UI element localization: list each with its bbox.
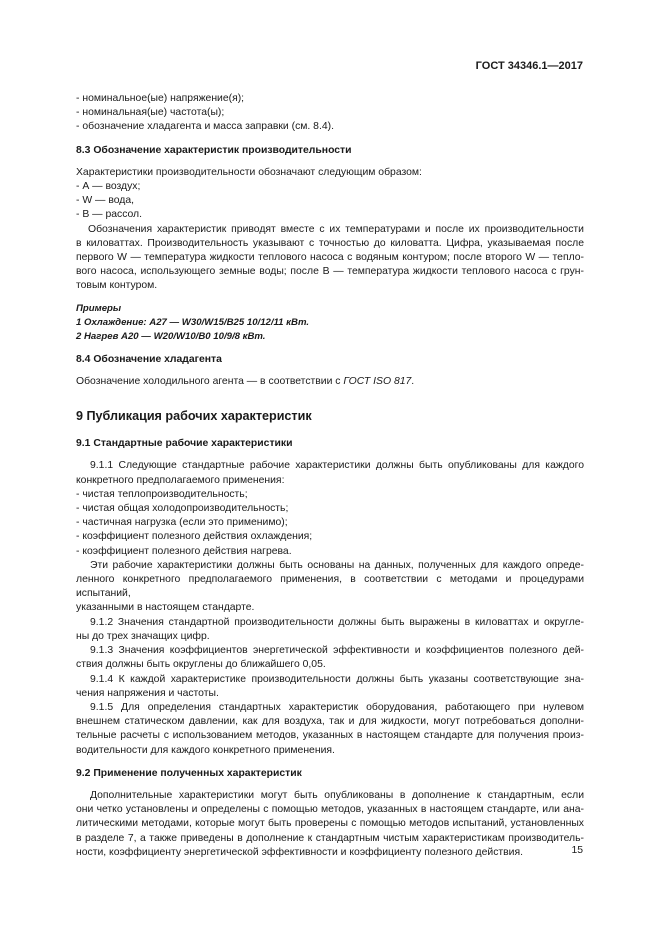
- text-suffix: .: [411, 375, 415, 387]
- section-9-2-heading: 9.2 Применение полученных характеристик: [76, 767, 302, 779]
- paragraph-line: они четко установлены и определены с помощью методов, указанных в настоящем стандарте, или ана-: [76, 804, 584, 816]
- list-item: - обозначение хладагента и масса заправки (см. 8.4).: [76, 121, 334, 133]
- section-9-heading: 9 Публикация рабочих характеристик: [76, 409, 312, 424]
- paragraph-line: Эти рабочие характеристики должны быть основаны на данных, полученных для каждого опреде-: [90, 559, 584, 571]
- list-item: - номинальное(ые) напряжение(я);: [76, 93, 245, 104]
- paragraph-line: указанными в настоящем стандарте.: [76, 602, 255, 614]
- examples-title: Примеры: [76, 302, 122, 314]
- paragraph-line: в киловаттах. Производительность указывают с точностью до киловатта. Цифра, указываемая после: [76, 237, 584, 249]
- paragraph-line: ны до трех значащих цифр.: [76, 630, 210, 642]
- paragraph-line: ности, коэффициенту энергетической эффективности и коэффициенту полезного действия.: [76, 846, 523, 858]
- paragraph-line: 9.1.4 К каждой характеристике производительности должны быть указаны соответствующие зна-: [90, 673, 584, 685]
- text-prefix: Обозначение холодильного агента — в соответствии с: [76, 375, 344, 387]
- section-8-4-heading: 8.4 Обозначение хладагента: [76, 353, 222, 365]
- section-9-1-heading: 9.1 Стандартные рабочие характеристики: [76, 438, 293, 450]
- paragraph-line: Дополнительные характеристики могут быть опубликованы в дополнение к стандартным, если: [90, 789, 584, 801]
- example-line: 2 Нагрев А20 — W20/W10/B0 10/9/8 кВт.: [76, 330, 266, 342]
- paragraph-line: вого насоса, использующего земные воды; после В — температура жидкости теплового насоса с грун-: [76, 266, 584, 278]
- paragraph-line: 9.1.2 Значения стандартной производительности должны быть выражены в киловаттах и округле-: [90, 616, 584, 628]
- page-number: 15: [571, 845, 583, 856]
- section-8-3-lead: Характеристики производительности обозначают следующим образом:: [76, 166, 422, 178]
- paragraph-line: ствия должны быть округлены до ближайшего 0,05.: [76, 659, 326, 671]
- paragraph-line: чения напряжения и частоты.: [76, 687, 219, 699]
- list-item: - А — воздух;: [76, 181, 141, 193]
- list-item: - частичная нагрузка (если это применимо);: [76, 517, 288, 529]
- list-item: - коэффициент полезного действия нагрева.: [76, 545, 292, 557]
- intro-list: [76, 92, 584, 135]
- paragraph-line: ленного конкретного предполагаемого применения, в соответствии с методами и процедурами испытаний,: [76, 574, 584, 600]
- paragraph-line: 9.1.3 Значения коэффициентов энергетической эффективности и коэффициентов полезного дей-: [90, 645, 584, 657]
- paragraph-line: тельные расчеты с использованием методов, указанных в настоящем стандарте для получения произ-: [76, 730, 584, 742]
- page-content: [76, 92, 584, 860]
- document-id: ГОСТ 34346.1—2017: [475, 60, 583, 72]
- paragraph-line: внешнем статическом давлении, как для воздуха, так и для жидкости, могут потребоваться дополни-: [76, 716, 584, 728]
- list-item: - В — рассол.: [76, 209, 143, 221]
- section-8-3-paragraph: [76, 223, 584, 294]
- paragraph-line: Обозначения характеристик приводят вместе с их температурами и после их производительности: [88, 223, 584, 235]
- list-item: - чистая общая холодопроизводительность;: [76, 503, 289, 515]
- example-line: 1 Охлаждение: А27 — W30/W15/B25 10/12/11 кВт.: [76, 316, 310, 328]
- paragraph-line: 9.1.5 Для определения стандартных характеристик оборудования, работающего при нулевом: [90, 701, 584, 713]
- section-8-3-heading: 8.3 Обозначение характеристик производительности: [76, 144, 352, 156]
- paragraph-line: конкретного предполагаемого применения:: [76, 474, 285, 486]
- paragraph-line: водительности для каждого конкретного применения.: [76, 744, 335, 756]
- list-item: - номинальная(ые) частота(ы);: [76, 107, 225, 119]
- list-item: - чистая теплопроизводительность;: [76, 488, 248, 500]
- paragraph-line: товым контуром.: [76, 280, 158, 292]
- standard-reference: ГОСТ ISO 817: [343, 375, 412, 387]
- section-8-4-text: [76, 375, 584, 389]
- paragraph-line: в разделе 7, а также приведены в дополнение к стандартным чистым характеристикам производитель-: [76, 832, 584, 844]
- list-item: - коэффициент полезного действия охлаждения;: [76, 531, 313, 543]
- paragraph-line: первого W — температура жидкости теплового насоса с водяным контуром; после второго W — тепло-: [76, 252, 584, 264]
- paragraph-line: литическими методами, которые могут быть проверены с помощью методов испытаний, установленных: [76, 818, 584, 830]
- list-item: - W — вода,: [76, 195, 135, 207]
- paragraph-line: 9.1.1 Следующие стандартные рабочие характеристики должны быть опубликованы для каждого: [90, 460, 584, 472]
